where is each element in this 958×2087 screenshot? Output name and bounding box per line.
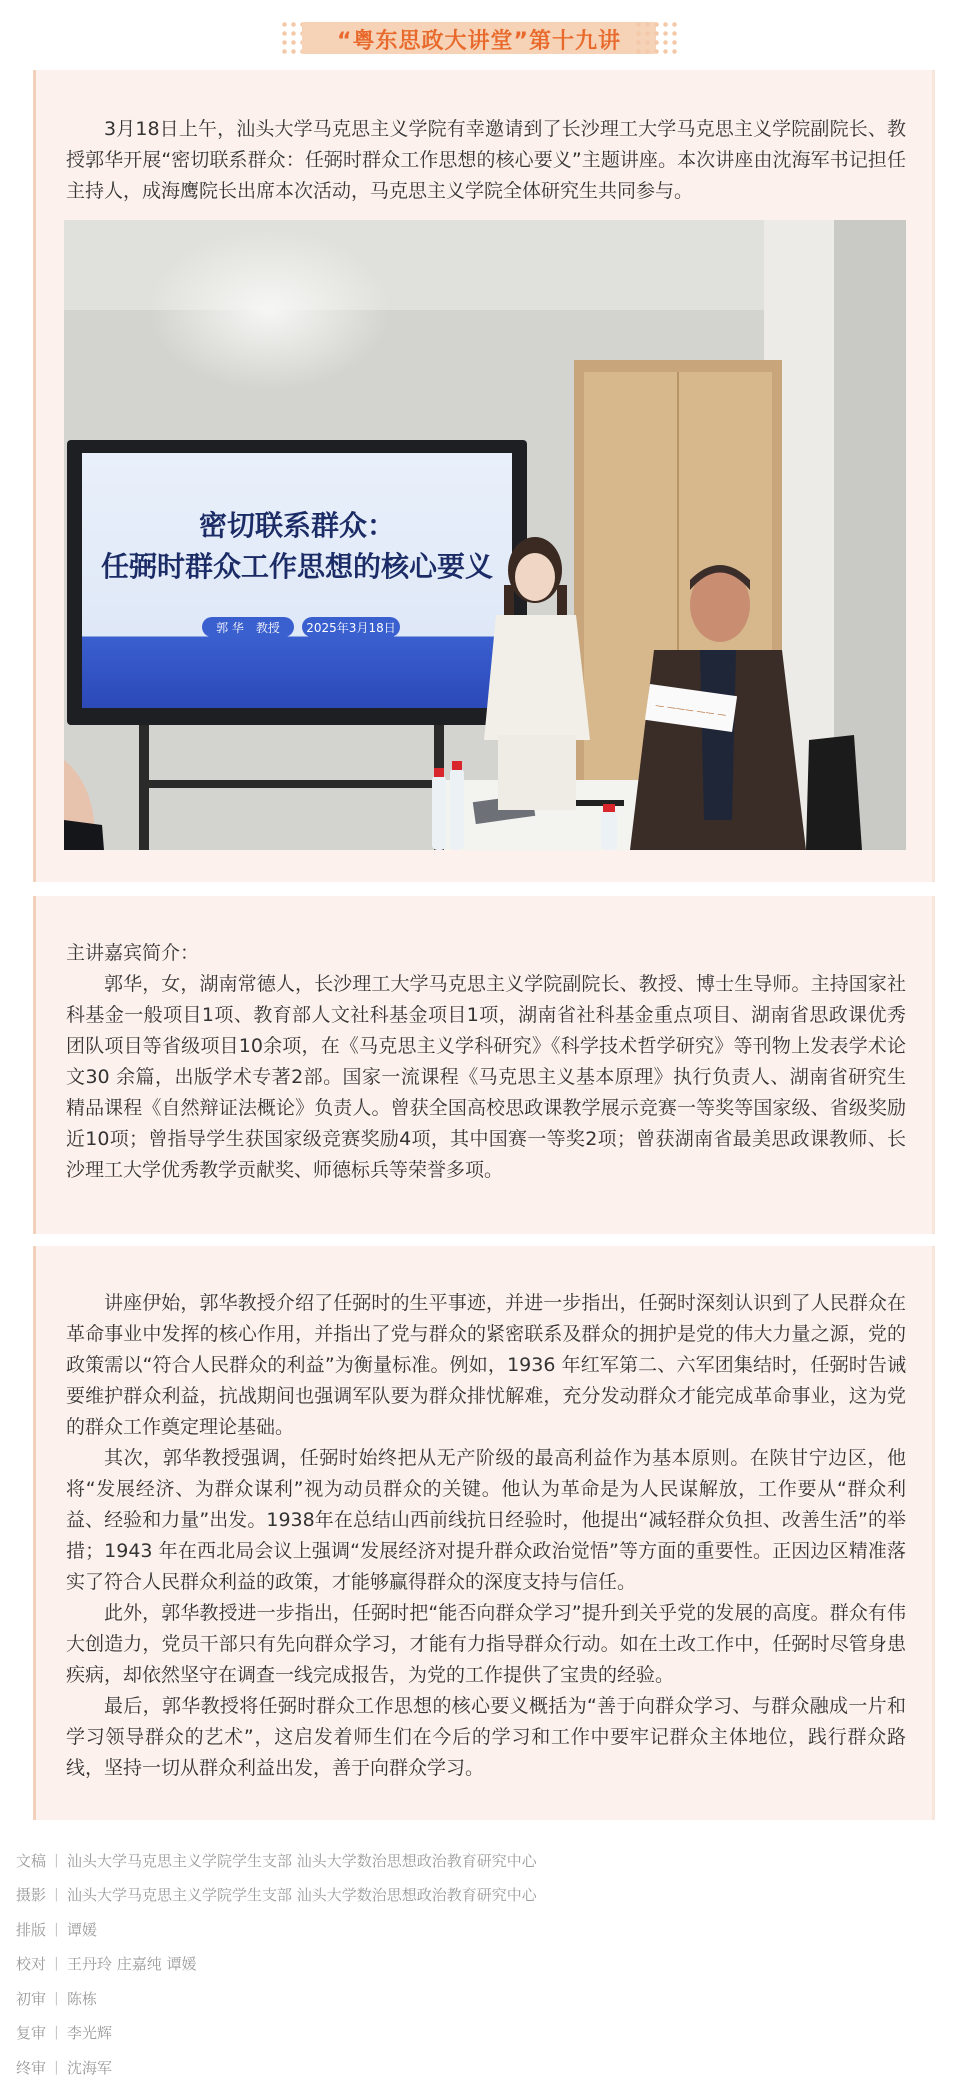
credit-role: 文稿: [16, 1851, 47, 1870]
lecture-body: [66, 1288, 906, 1784]
credit-separator: 丨: [49, 1989, 65, 2008]
credit-separator: 丨: [49, 1920, 65, 1939]
banner: [280, 18, 678, 58]
credit-names: 陈栋: [67, 1989, 98, 2008]
intro-section: [33, 70, 935, 882]
credit-names: 汕头大学马克思主义学院学生支部 汕头大学数治思想政治教育研究中心: [67, 1851, 537, 1870]
speaker-bio-section: [33, 896, 935, 1234]
credit-second-review: [16, 2016, 916, 2051]
credit-writer: [16, 1843, 916, 1878]
credit-role: 校对: [16, 1955, 47, 1974]
credit-separator: 丨: [49, 2024, 65, 2043]
intro-paragraph: 3月18日上午，汕头大学马克思主义学院有幸邀请到了长沙理工大学马克思主义学院副院长、教授郭华开展“密切联系群众：任弼时群众工作思想的核心要义”主题讲座。本次讲座由沈海军书记担任主持人，成海鹰院长出席本次活动，马克思主义学院全体研究生共同参与。: [66, 118, 906, 202]
slide-speaker: 郭 华 教授: [216, 621, 280, 635]
credit-first-review: [16, 1981, 916, 2016]
slide-title-line1: 密切联系群众：: [198, 509, 396, 542]
credit-proofreading: [16, 1947, 916, 1982]
credit-separator: 丨: [49, 2058, 65, 2077]
lecture-photo: [64, 220, 906, 850]
content-paragraph-2: 其次，郭华教授强调，任弼时始终把从无产阶级的最高利益作为基本原则。在陕甘宁边区，他将“发展经济、为群众谋利”视为动员群众的关键。他认为革命是为人民谋解放，工作要从“群众利益、经验和力量”出发。1938年在总结山西前线抗日经验时，他提出“减轻群众负担、改善生活”的举措；1943 年在西北局会议上强调“发展经济对提升群众政治觉悟”等方面的重要性。正因边区精准落实了符合人民群众利益的政策，才能够赢得群众的深度支持与信任。: [66, 1447, 906, 1593]
credit-role: 排版: [16, 1920, 47, 1939]
lecture-title: “粤东思政大讲堂”第十九讲: [337, 29, 621, 54]
lecture-content-section: [33, 1246, 935, 1820]
credit-role: 复审: [16, 2024, 47, 2043]
credit-separator: 丨: [49, 1955, 65, 1974]
credit-role: 终审: [16, 2058, 47, 2077]
credit-photography: [16, 1878, 916, 1913]
bio-heading: 主讲嘉宾简介：: [66, 942, 200, 964]
credit-names: 王丹玲 庄嘉纯 谭媛: [67, 1955, 197, 1974]
credit-role: 初审: [16, 1989, 47, 2008]
credit-names: 沈海军: [67, 2058, 113, 2077]
credit-final-review: [16, 2050, 916, 2085]
credit-separator: 丨: [49, 1886, 65, 1905]
credit-names: 汕头大学马克思主义学院学生支部 汕头大学数治思想政治教育研究中心: [67, 1886, 537, 1905]
handout-text: — ——— —— —: [654, 701, 727, 721]
credit-names: 谭媛: [67, 1920, 98, 1939]
credit-names: 李光辉: [67, 2024, 113, 2043]
credit-separator: 丨: [49, 1851, 65, 1870]
credits: [16, 1843, 916, 2085]
bio-paragraph: 郭华，女，湖南常德人，长沙理工大学马克思主义学院副院长、教授、博士生导师。主持国家社科基金一般项目1项、教育部人文社科基金项目1项，湖南省社科基金重点项目、湖南省思政课优秀团队项目等省级项目10余项，在《马克思主义学科研究》《科学技术哲学研究》等刊物上发表学术论文30 余篇，出版学术专著2部。国家一流课程《马克思主义基本原理》执行负责人、湖南省研究生精品课程《自然辩证法概论》负责人。曾获全国高校思政课教学展示竞赛一等奖等国家级、省级奖励近10项；曾指导学生获国家级竞赛奖励4项，其中国赛一等奖2项；曾获湖南省最美思政课教师、长沙理工大学优秀教学贡献奖、师德标兵等荣誉多项。: [66, 973, 906, 1181]
content-paragraph-3: 此外，郭华教授进一步指出，任弼时把“能否向群众学习”提升到关乎党的发展的高度。群众有伟大创造力，党员干部只有先向群众学习，才能有力指导群众行动。如在土改工作中，任弼时尽管身患疾病，却依然坚守在调查一线完成报告，为党的工作提供了宝贵的经验。: [66, 1602, 906, 1686]
credit-role: 摄影: [16, 1886, 47, 1905]
slide-title-line2: 任弼时群众工作思想的核心要义: [100, 550, 494, 583]
lecture-photo-illustration: [64, 220, 906, 850]
credit-layout: [16, 1912, 916, 1947]
content-paragraph-4: 最后，郭华教授将任弼时群众工作思想的核心要义概括为“善于向群众学习、与群众融成一片和学习领导群众的艺术”，这启发着师生们在今后的学习和工作中要牢记群众主体地位，践行群众路线，坚持一切从群众利益出发，善于向群众学习。: [66, 1695, 906, 1779]
slide-date: 2025年3月18日: [306, 621, 396, 635]
content-paragraph-1: 讲座伊始，郭华教授介绍了任弼时的生平事迹，并进一步指出，任弼时深刻认识到了人民群众在革命事业中发挥的核心作用，并指出了党与群众的紧密联系及群众的拥护是党的伟大力量之源，党的政策需以“符合人民群众的利益”为衡量标准。例如，1936 年红军第二、六军团集结时，任弼时告诫要维护群众利益，抗战期间也强调军队要为群众排忧解难，充分发动群众才能完成革命事业，这为党的群众工作奠定理论基础。: [66, 1292, 906, 1438]
